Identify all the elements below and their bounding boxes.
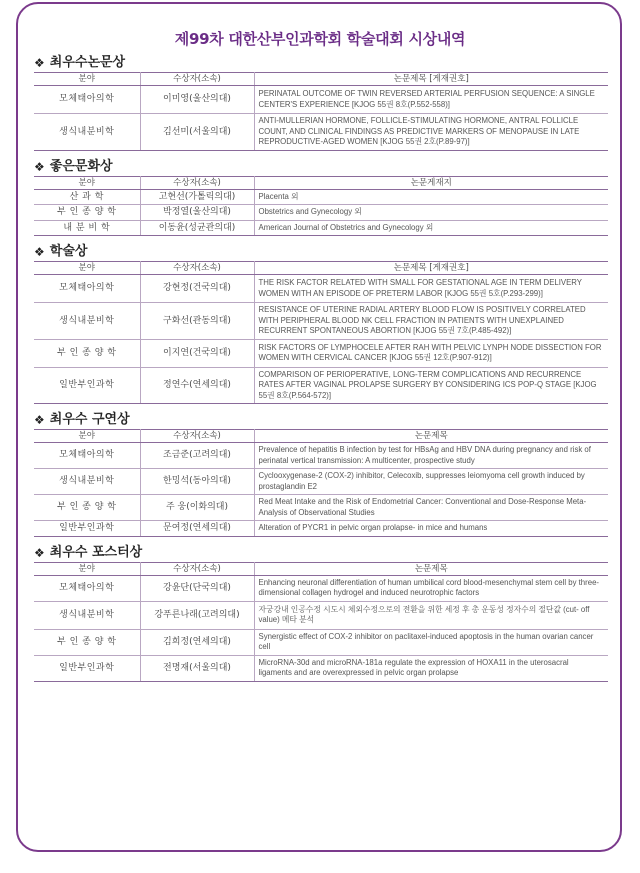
winner-cell: 이동윤(성균관의대): [140, 220, 254, 236]
field-cell: 모체태아의학: [34, 275, 140, 303]
header-winner: 수상자(소속): [140, 176, 254, 189]
table-row: [34, 521, 608, 537]
table-row: [34, 575, 608, 601]
diamond-bullet-icon: ❖: [34, 159, 45, 174]
winner-cell: 조금준(고려의대): [140, 443, 254, 469]
section-heading: [34, 544, 608, 562]
award-section: [34, 243, 608, 404]
table-row: [34, 303, 608, 340]
winner-cell: 강푸른나래(고려의대): [140, 601, 254, 629]
award-section: [34, 411, 608, 537]
field-cell: 생식내분비학: [34, 601, 140, 629]
section-heading: [34, 411, 608, 429]
table-row: [34, 86, 608, 114]
table-header: [34, 176, 608, 189]
winner-cell: 고현선(가톨릭의대): [140, 189, 254, 205]
header-winner: 수상자(소속): [140, 430, 254, 443]
section-title: 최우수 구연상: [49, 412, 130, 427]
winner-cell: 강현정(건국의대): [140, 275, 254, 303]
field-cell: 생식내분비학: [34, 469, 140, 495]
table-header: [34, 562, 608, 575]
table-row: [34, 495, 608, 521]
paper-title-cell: MicroRNA-30d and microRNA-181a regulate the expression of HOXA11 in the uterosacral ligaments and are overexpressed in pelvic organ prolapse: [254, 655, 608, 681]
table-row: [34, 469, 608, 495]
section-title: 좋은문화상: [49, 158, 113, 174]
field-cell: 부 인 종 양 학: [34, 205, 140, 221]
field-cell: 생식내분비학: [34, 303, 140, 340]
header-paper: 논문제목: [254, 562, 608, 575]
winner-cell: 이미영(울산의대): [140, 86, 254, 114]
diamond-bullet-icon: ❖: [34, 413, 45, 427]
header-paper: 논문제목 [게재권호]: [254, 73, 608, 86]
table-row: [34, 205, 608, 221]
table-row: [34, 629, 608, 655]
table-row: [34, 443, 608, 469]
section-title: 학술상: [49, 244, 88, 259]
award-table: [34, 429, 608, 537]
section-title: 최우수논문상: [49, 55, 126, 70]
header-winner: 수상자(소속): [140, 262, 254, 275]
field-cell: 부 인 종 양 학: [34, 495, 140, 521]
header-paper: 논문제목: [254, 430, 608, 443]
table-row: [34, 655, 608, 681]
awards-content: [34, 54, 608, 689]
diamond-bullet-icon: ❖: [34, 56, 45, 70]
paper-title-cell: 자궁강내 인공수정 시도시 체외수정으로의 전환을 위한 세정 후 총 운동성 정자수의 절단값 (cut- off value) 메타 분석: [254, 601, 608, 629]
field-cell: 일반부인과학: [34, 521, 140, 537]
header-field: 분야: [34, 176, 140, 189]
award-section: [34, 158, 608, 237]
award-section: [34, 54, 608, 151]
paper-title-cell: COMPARISON OF PERIOPERATIVE, LONG-TERM COMPLICATIONS AND RECURRENCE RATES AFTER VAGINAL PROLAPSE SURGERY BY CONSIDERING ICS POP-Q STAGE [KJOG 55권 8호(P.564-572)]: [254, 367, 608, 404]
winner-cell: 구화선(관동의대): [140, 303, 254, 340]
paper-title-cell: PERINATAL OUTCOME OF TWIN REVERSED ARTERIAL PERFUSION SEQUENCE: A SINGLE CENTER'S EXPERIENCE [KJOG 55권 8호(P.552-558)]: [254, 86, 608, 114]
header-winner: 수상자(소속): [140, 73, 254, 86]
paper-title-cell: Red Meat Intake and the Risk of Endometrial Cancer: Conventional and Dose-Response Meta-Analysis of Observational Studies: [254, 495, 608, 521]
field-cell: 산 과 학: [34, 189, 140, 205]
paper-title-cell: Prevalence of hepatitis B infection by test for HBsAg and HBV DNA during pregnancy and risk of perinatal vertical transmission: A multicenter, prospective study: [254, 443, 608, 469]
paper-title-cell: American Journal of Obstetrics and Gynecology 외: [254, 220, 608, 236]
header-paper: 논문게재지: [254, 176, 608, 189]
header-field: 분야: [34, 262, 140, 275]
header-winner: 수상자(소속): [140, 562, 254, 575]
section-title: 최우수 포스터상: [49, 544, 143, 560]
winner-cell: 문여정(연세의대): [140, 521, 254, 537]
page-title: 제99차 대한산부인과학회 학술대회 시상내역: [174, 30, 466, 48]
table-header: [34, 262, 608, 275]
table-row: [34, 189, 608, 205]
paper-title-cell: ANTI-MULLERIAN HORMONE, FOLLICLE-STIMULATING HORMONE, ANTRAL FOLLICLE COUNT, AND CLINICAL FINDINGS AS PREDICTIVE MARKERS OF MENOPAUSE IN LATE REPRODUCTIVE-AGED WOMEN [KJOG 55권 2호(P.89-97)]: [254, 114, 608, 151]
section-heading: [34, 54, 608, 72]
paper-title-cell: Placenta 외: [254, 189, 608, 205]
header-field: 분야: [34, 430, 140, 443]
field-cell: 부 인 종 양 학: [34, 629, 140, 655]
table-header: [34, 73, 608, 86]
winner-cell: 김희정(연세의대): [140, 629, 254, 655]
paper-title-cell: THE RISK FACTOR RELATED WITH SMALL FOR GESTATIONAL AGE IN TERM DELIVERY WOMEN WITH AN EPISODE OF PRETERM LABOR [KJOG 55권 5호(P.293-299)]: [254, 275, 608, 303]
paper-title-cell: Alteration of PYCR1 in pelvic organ prolapse- in mice and humans: [254, 521, 608, 537]
field-cell: 모체태아의학: [34, 575, 140, 601]
section-heading: [34, 158, 608, 176]
winner-cell: 강윤단(단국의대): [140, 575, 254, 601]
table-row: [34, 114, 608, 151]
winner-cell: 주 웅(이화의대): [140, 495, 254, 521]
award-table: [34, 562, 608, 682]
table-row: [34, 220, 608, 236]
section-heading: [34, 243, 608, 261]
award-section: [34, 544, 608, 682]
paper-title-cell: Cyclooxygenase-2 (COX-2) inhibitor, Celecoxib, suppresses leiomyoma cell growth induced by prostaglandin E2: [254, 469, 608, 495]
winner-cell: 박정열(울산의대): [140, 205, 254, 221]
winner-cell: 이지연(건국의대): [140, 339, 254, 367]
winner-cell: 김선미(서울의대): [140, 114, 254, 151]
winner-cell: 한밍석(동아의대): [140, 469, 254, 495]
award-table: [34, 261, 608, 404]
header-field: 분야: [34, 73, 140, 86]
paper-title-cell: Obstetrics and Gynecology 외: [254, 205, 608, 221]
table-row: [34, 367, 608, 404]
paper-title-cell: Enhancing neuronal differentiation of human umbilical cord blood-mesenchymal stem cell by three-dimensional collagen hydrogel and induced neurotrophic factors: [254, 575, 608, 601]
field-cell: 모체태아의학: [34, 86, 140, 114]
award-table: [34, 72, 608, 151]
table-row: [34, 275, 608, 303]
field-cell: 생식내분비학: [34, 114, 140, 151]
table-row: [34, 339, 608, 367]
paper-title-cell: RESISTANCE OF UTERINE RADIAL ARTERY BLOOD FLOW IS POSITIVELY CORRELATED WITH PERIPHERAL BLOOD NK CELL FRACTION IN PATIENTS WITH UNEXPLAINED RECURRENT SPONTANEOUS ABORTION [KJOG 55권 7호(P.485-492)]: [254, 303, 608, 340]
table-header: [34, 430, 608, 443]
field-cell: 부 인 종 양 학: [34, 339, 140, 367]
header-field: 분야: [34, 562, 140, 575]
field-cell: 일반부인과학: [34, 367, 140, 404]
table-row: [34, 601, 608, 629]
field-cell: 내 분 비 학: [34, 220, 140, 236]
diamond-bullet-icon: ❖: [34, 245, 45, 259]
winner-cell: 정연수(연세의대): [140, 367, 254, 404]
winner-cell: 전명재(서울의대): [140, 655, 254, 681]
paper-title-cell: Synergistic effect of COX-2 inhibitor on paclitaxel-induced apoptosis in the human ovarian cancer cell: [254, 629, 608, 655]
header-paper: 논문제목 [게재권호]: [254, 262, 608, 275]
field-cell: 모체태아의학: [34, 443, 140, 469]
award-table: [34, 176, 608, 237]
field-cell: 일반부인과학: [34, 655, 140, 681]
paper-title-cell: RISK FACTORS OF LYMPHOCELE AFTER RAH WITH PELVIC LYNPH NODE DISSECTION FOR WOMEN WITH CERVICAL CANCER [KJOG 55권 12호(P.907-912)]: [254, 339, 608, 367]
diamond-bullet-icon: ❖: [34, 545, 45, 560]
